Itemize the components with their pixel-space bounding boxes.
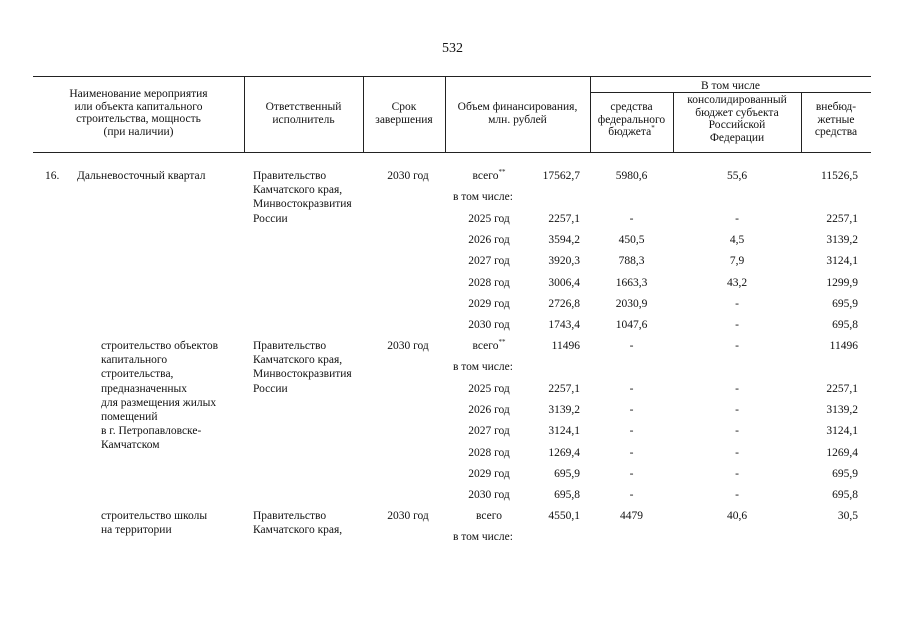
executor-line: Правительство: [253, 170, 327, 182]
header-line: завершения: [375, 113, 433, 126]
header-line: млн. рублей: [488, 113, 547, 126]
executor-line: Правительство: [253, 510, 327, 522]
total-amount: 3139,2: [548, 403, 580, 416]
table-top-rule: [33, 76, 871, 77]
completion-term: 2030 год: [387, 170, 429, 182]
extra-budget-amount: 3124,1: [826, 425, 858, 438]
consolidated-amount: -: [735, 489, 739, 502]
header-line: Федерации: [709, 131, 765, 144]
row-label: всего**: [472, 168, 506, 182]
header-line: Объем финансирования,: [457, 101, 578, 113]
header-line: (при наличии): [103, 125, 174, 138]
footnote-mark: **: [498, 168, 506, 177]
consolidated-amount: 43,2: [726, 276, 748, 289]
row-label: 2025 год: [468, 212, 510, 225]
extra-budget-amount: 695,8: [832, 489, 858, 502]
consolidated-amount: 40,6: [726, 510, 748, 522]
row-label: в том числе:: [453, 531, 513, 544]
federal-amount: -: [629, 425, 634, 438]
item-name-line: в г. Петропавловске-: [101, 425, 202, 438]
item-name-line: для размещения жилых: [101, 396, 217, 409]
footnote-mark: *: [651, 124, 655, 133]
row-label: 2027 год: [468, 425, 510, 438]
row-label: 2030 год: [468, 319, 510, 332]
consolidated-amount: -: [735, 425, 739, 438]
extra-budget-amount: 2257,1: [826, 382, 858, 395]
header-bottom-rule: [33, 152, 871, 153]
item-name-line: строительство школы: [101, 510, 208, 522]
item-name-line: предназначенных: [101, 382, 187, 395]
header-line: консолидированный: [687, 94, 787, 106]
consolidated-amount: -: [735, 403, 739, 416]
header-line: Российской: [708, 119, 766, 131]
consolidated-amount: 4,5: [729, 233, 745, 246]
consolidated-amount: -: [735, 212, 739, 225]
row-label: в том числе:: [453, 361, 513, 374]
executor-line: Минвостокразвития: [253, 368, 352, 381]
extra-budget-amount: 11496: [829, 340, 858, 352]
item-name-line: капитального: [101, 354, 168, 367]
total-amount: 695,8: [554, 489, 580, 502]
item-name-line: Камчатском: [101, 439, 160, 452]
extra-budget-amount: 30,5: [837, 510, 858, 522]
consolidated-amount: -: [735, 467, 739, 480]
total-amount: 3594,2: [548, 233, 580, 246]
row-label: 2026 год: [468, 233, 510, 246]
header-line: средства: [610, 101, 653, 113]
row-label: 2028 год: [468, 276, 510, 289]
item-name-line: помещений: [101, 411, 158, 423]
extra-budget-amount: 695,9: [832, 467, 858, 480]
executor-line: Правительство: [253, 340, 327, 352]
total-amount: 17562,7: [542, 170, 580, 182]
row-number: 16.: [45, 170, 60, 182]
executor-line: Камчатского края,: [253, 524, 343, 537]
footnote-mark: **: [498, 338, 506, 347]
page-number: 532: [442, 41, 463, 56]
extra-budget-amount: 2257,1: [826, 212, 858, 225]
item-name-line: на территории: [101, 524, 172, 537]
total-amount: 3124,1: [548, 425, 580, 438]
extra-budget-amount: 695,8: [832, 319, 858, 332]
header-line: бюджет субъекта: [695, 106, 779, 119]
federal-amount: 1047,6: [615, 319, 648, 332]
total-amount: 2726,8: [548, 297, 580, 310]
federal-amount: 2030,9: [615, 297, 648, 310]
federal-amount: 5980,6: [615, 170, 648, 182]
row-label: 2027 год: [468, 255, 510, 268]
row-label: всего: [476, 510, 502, 522]
consolidated-amount: -: [735, 446, 739, 459]
row-label: 2029 год: [468, 467, 510, 480]
row-label: 2029 год: [468, 297, 510, 310]
executor-line: Камчатского края,: [253, 354, 343, 367]
row-label: всего**: [472, 338, 506, 352]
consolidated-amount: 55,6: [726, 170, 748, 182]
consolidated-amount: -: [735, 297, 739, 310]
total-amount: 4550,1: [548, 510, 580, 522]
federal-amount: 4479: [620, 510, 643, 522]
row-label: 2026 год: [468, 403, 510, 416]
federal-amount: -: [629, 446, 634, 459]
total-amount: 3006,4: [548, 276, 580, 289]
total-amount: 1743,4: [548, 319, 580, 332]
total-amount: 3920,3: [548, 255, 580, 268]
extra-budget-amount: 1299,9: [826, 276, 858, 289]
item-name-line: строительство объектов: [101, 340, 218, 352]
federal-amount: 450,5: [618, 233, 645, 246]
extra-budget-amount: 695,9: [832, 297, 858, 310]
extra-budget-amount: 11526,5: [821, 170, 858, 182]
header-line: внебюд-: [815, 101, 857, 113]
consolidated-amount: -: [735, 382, 739, 395]
total-amount: 11496: [551, 340, 580, 352]
header-line: Наименование мероприятия: [69, 88, 208, 100]
total-amount: 2257,1: [548, 212, 580, 225]
federal-amount: -: [629, 467, 634, 480]
extra-budget-amount: 3124,1: [826, 255, 858, 268]
federal-amount: -: [629, 489, 634, 502]
extra-budget-amount: 1269,4: [826, 446, 858, 459]
total-amount: 695,9: [554, 467, 580, 480]
row-label: 2030 год: [468, 489, 510, 502]
header-line: Ответственный: [265, 101, 342, 113]
completion-term: 2030 год: [387, 340, 429, 352]
consolidated-amount: 7,9: [729, 255, 745, 268]
executor-line: Камчатского края,: [253, 184, 343, 197]
header-line: Срок: [391, 101, 417, 113]
item-name-line: строительства,: [101, 368, 174, 381]
federal-amount: -: [629, 212, 634, 225]
consolidated-amount: -: [735, 319, 739, 332]
federal-amount: 1663,3: [615, 276, 648, 289]
row-label: в том числе:: [453, 191, 513, 204]
extra-budget-amount: 3139,2: [826, 403, 858, 416]
executor-line: России: [253, 212, 288, 225]
executor-line: Минвостокразвития: [253, 198, 352, 211]
header-line: жетные: [817, 113, 855, 126]
header-line: федерального: [597, 113, 666, 126]
total-amount: 2257,1: [548, 382, 580, 395]
header-line: бюджета*: [608, 124, 655, 138]
total-amount: 1269,4: [548, 446, 580, 459]
header-line: исполнитель: [272, 113, 335, 126]
federal-amount: -: [629, 340, 634, 352]
federal-amount: -: [629, 403, 634, 416]
header-including-cell: В том числе: [701, 80, 760, 92]
header-line: средства: [814, 126, 858, 138]
executor-line: России: [253, 382, 288, 395]
extra-budget-amount: 3139,2: [826, 233, 858, 246]
header-line: строительства, мощность: [76, 113, 201, 125]
header-line: или объекта капитального: [74, 100, 203, 113]
row-label: 2028 год: [468, 446, 510, 459]
federal-amount: -: [629, 382, 634, 395]
row-label: 2025 год: [468, 382, 510, 395]
item-name-line: Дальневосточный квартал: [77, 170, 206, 182]
consolidated-amount: -: [735, 340, 739, 352]
completion-term: 2030 год: [387, 510, 429, 522]
federal-amount: 788,3: [618, 255, 645, 268]
